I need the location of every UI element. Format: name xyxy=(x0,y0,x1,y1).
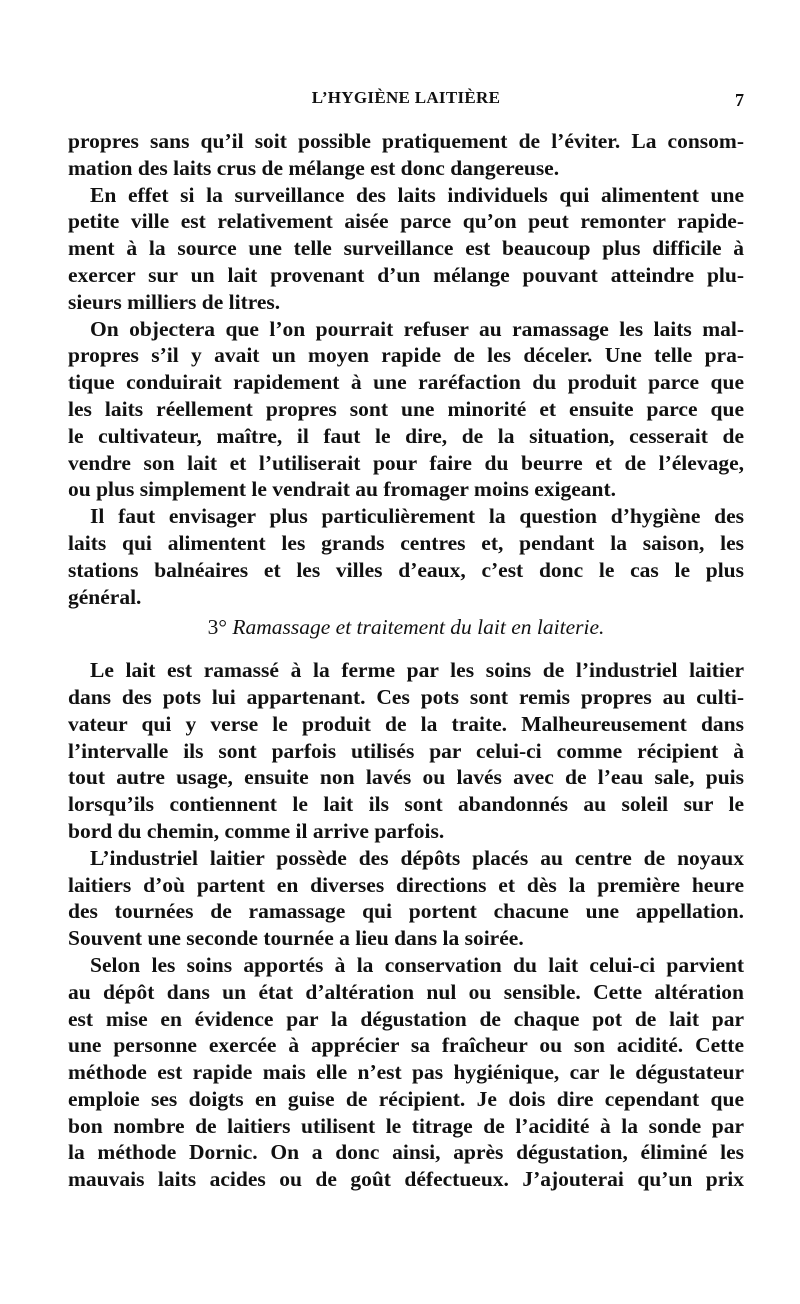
section-number: 3° xyxy=(207,615,227,640)
text-line: Souvent une seconde tournée a lieu dans la soirée. xyxy=(68,926,524,951)
text-line: emploie ses doigts en guise de récipient. Je dois dire cependant que xyxy=(68,1086,744,1111)
text-line: les laits réellement propres sont une minorité et ensuite parce que xyxy=(68,396,744,421)
text-line: dans des pots lui appartenant. Ces pots sont remis propres au culti- xyxy=(68,684,744,709)
paragraphs-before-section xyxy=(68,128,744,610)
paragraph xyxy=(68,952,744,1193)
text-line: laits qui alimentent les grands centres et, pendant la saison, les xyxy=(68,530,744,555)
body-text xyxy=(68,128,744,1193)
text-line: tout autre usage, ensuite non lavés ou lavés avec de l’eau sale, puis xyxy=(68,765,744,790)
running-title: L’HYGIÈNE LAITIÈRE xyxy=(311,88,501,107)
text-line: bon nombre de laitiers utilisent le titrage de l’acidité à la sonde par xyxy=(68,1113,744,1138)
text-line: Selon les soins apportés à la conservation du lait celui-ci parvient xyxy=(90,952,744,977)
text-line: ment à la source une telle surveillance est beaucoup plus difficile à xyxy=(68,236,744,261)
text-line: méthode est rapide mais elle n’est pas hygiénique, car le dégustateur xyxy=(68,1060,744,1085)
text-line: Le lait est ramassé à la ferme par les soins de l’industriel laitier xyxy=(90,658,744,683)
text-line: petite ville est relativement aisée parce qu’on peut remonter rapide- xyxy=(68,209,744,234)
text-line: L’industriel laitier possède des dépôts placés au centre de noyaux xyxy=(90,845,744,870)
paragraph xyxy=(68,845,744,952)
text-line: En effet si la surveillance des laits individuels qui alimentent une xyxy=(90,182,744,207)
text-line: des tournées de ramassage qui portent chacune une appellation. xyxy=(68,899,744,924)
text-line: mauvais laits acides ou de goût défectueux. J’ajouterai qu’un prix xyxy=(68,1167,744,1192)
text-line: vendre son lait et l’utiliserait pour faire du beurre et de l’élevage, xyxy=(68,450,744,475)
paragraph xyxy=(68,182,744,316)
text-line: bord du chemin, comme il arrive parfois. xyxy=(68,818,445,843)
text-line: mation des laits crus de mélange est donc dangereuse. xyxy=(68,155,560,180)
text-line: propres s’il y avait un moyen rapide de les déceler. Une telle pra- xyxy=(68,343,744,368)
text-line: l’intervalle ils sont parfois utilisés par celui-ci comme récipient à xyxy=(68,738,744,763)
section-heading xyxy=(68,614,744,641)
text-line: laitiers d’où partent en diverses directions et dès la première heure xyxy=(68,872,744,897)
text-line: au dépôt dans un état d’altération nul ou sensible. Cette altération xyxy=(68,979,744,1004)
paragraphs-after-section xyxy=(68,657,744,1193)
text-line: vateur qui y verse le produit de la traite. Malheureusement dans xyxy=(68,711,744,736)
paragraph xyxy=(68,657,744,845)
text-line: général. xyxy=(68,584,142,609)
text-line: sieurs milliers de litres. xyxy=(68,289,281,314)
page-number: 7 xyxy=(735,90,744,110)
text-line: propres sans qu’il soit possible pratiquement de l’éviter. La consom- xyxy=(68,129,744,153)
paragraph xyxy=(68,316,744,504)
page-header xyxy=(68,88,744,118)
paragraph xyxy=(68,503,744,610)
text-line: le cultivateur, maître, il faut le dire, de la situation, cesserait de xyxy=(68,423,744,448)
text-line: tique conduirait rapidement à une raréfaction du produit parce que xyxy=(68,370,744,395)
paragraph xyxy=(68,128,744,182)
section-title: Ramassage et traitement du lait en laiterie. xyxy=(232,615,605,640)
text-line: On objectera que l’on pourrait refuser au ramassage les laits mal- xyxy=(90,316,744,341)
text-line: exercer sur un lait provenant d’un mélange pouvant atteindre plu- xyxy=(68,262,744,287)
text-line: une personne exercée à apprécier sa fraîcheur ou son acidité. Cette xyxy=(68,1033,744,1058)
text-line: Il faut envisager plus particulièrement la question d’hygiène des xyxy=(90,504,744,529)
text-line: ou plus simplement le vendrait au fromager moins exigeant. xyxy=(68,477,617,502)
text-line: stations balnéaires et les villes d’eaux, c’est donc le cas le plus xyxy=(68,557,744,582)
text-line: la méthode Dornic. On a donc ainsi, après dégustation, éliminé les xyxy=(68,1140,744,1165)
text-line: lorsqu’ils contiennent le lait ils sont abandonnés au soleil sur le xyxy=(68,792,744,817)
text-line: est mise en évidence par la dégustation de chaque pot de lait par xyxy=(68,1006,744,1031)
